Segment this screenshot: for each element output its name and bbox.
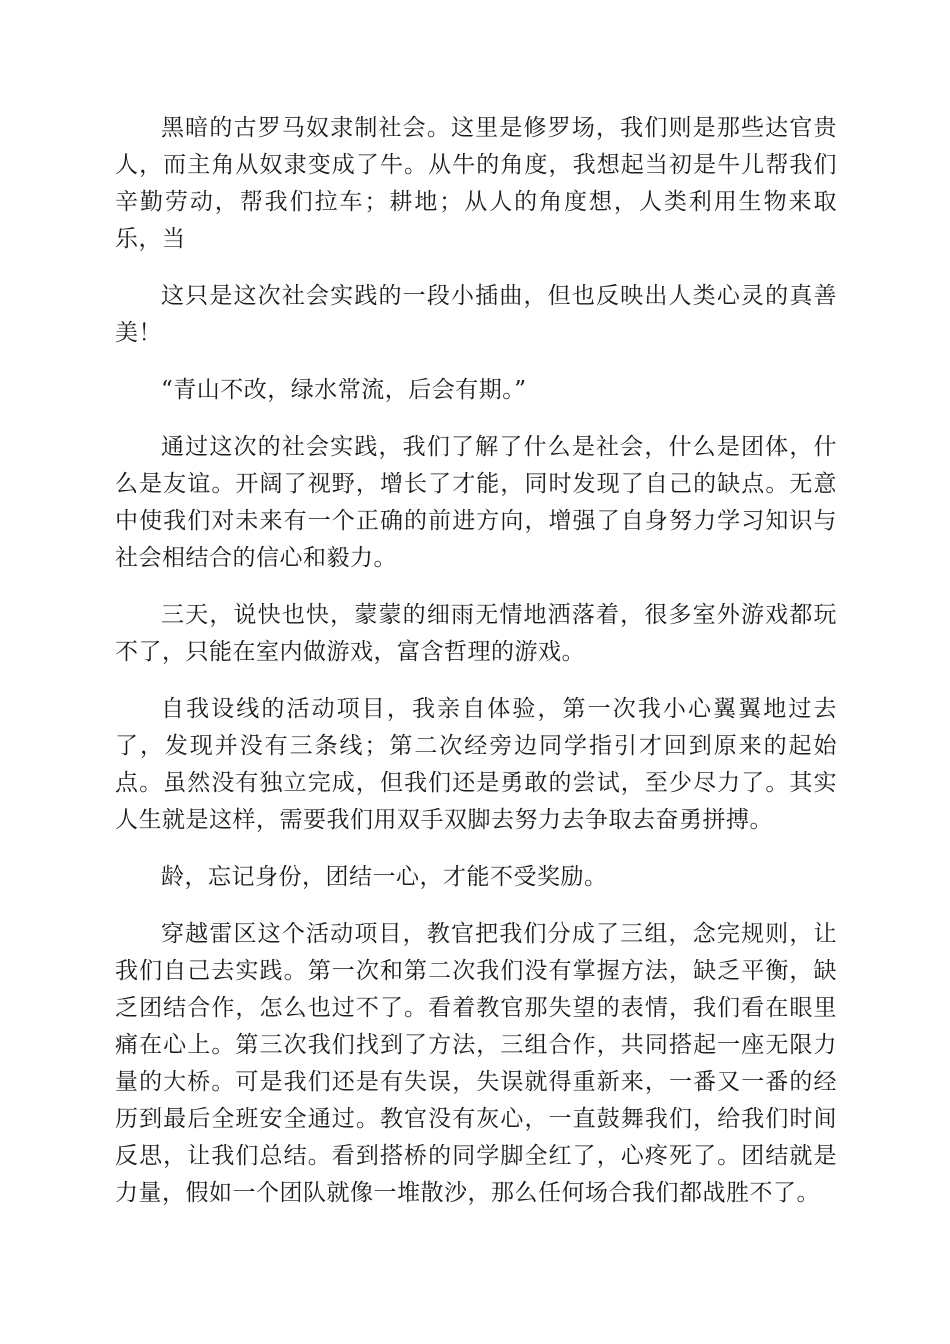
paragraph-1: 黑暗的古罗马奴隶制社会。这里是修罗场，我们则是那些达官贵人，而主角从奴隶变成了牛。从牛的角度，我想起当初是牛儿帮我们辛勤劳动，帮我们拉车；耕地；从人的角度想，人类利用生物来取乐，当 [115,115,837,252]
paragraph-3: “青山不改，绿水常流，后会有期。” [161,377,527,403]
document-body [115,110,837,1232]
paragraph-2: 这只是这次社会实践的一段小插曲，但也反映出人类心灵的真善美！ [115,283,837,346]
paragraph-5: 三天，说快也快，蒙蒙的细雨无情地洒落着，很多室外游戏都玩不了，只能在室内做游戏，富含哲理的游戏。 [115,602,837,665]
paragraph-8: 穿越雷区这个活动项目，教官把我们分成了三组，念完规则，让我们自己去实践。第一次和第二次我们没有掌握方法，缺乏平衡，缺乏团结合作，怎么也过不了。看着教官那失望的表情，我们看在眼里痛在心上。第三次我们找到了方法，三组合作，共同搭起一座无限力量的大桥。可是我们还是有失误，失误就得重新来，一番又一番的经历到最后全班安全通过。教官没有灰心，一直鼓舞我们，给我们时间反思，让我们总结。看到搭桥的同学脚全红了，心疼死了。团结就是力量，假如一个团队就像一堆散沙，那么任何场合我们都战胜不了。 [115,921,837,1206]
paragraph-7: 龄，忘记身份，团结一心，才能不受奖励。 [161,864,608,890]
paragraph-6: 自我设线的活动项目，我亲自体验，第一次我小心翼翼地过去了，发现并没有三条线；第二次经旁边同学指引才回到原来的起始点。虽然没有独立完成，但我们还是勇敢的尝试，至少尽力了。其实人生就是这样，需要我们用双手双脚去努力去争取去奋勇拼搏。 [115,696,837,833]
paragraph-4: 通过这次的社会实践，我们了解了什么是社会，什么是团体，什么是友谊。开阔了视野，增长了才能，同时发现了自己的缺点。无意中使我们对未来有一个正确的前进方向，增强了自身努力学习知识与社会相结合的信心和毅力。 [115,434,837,571]
